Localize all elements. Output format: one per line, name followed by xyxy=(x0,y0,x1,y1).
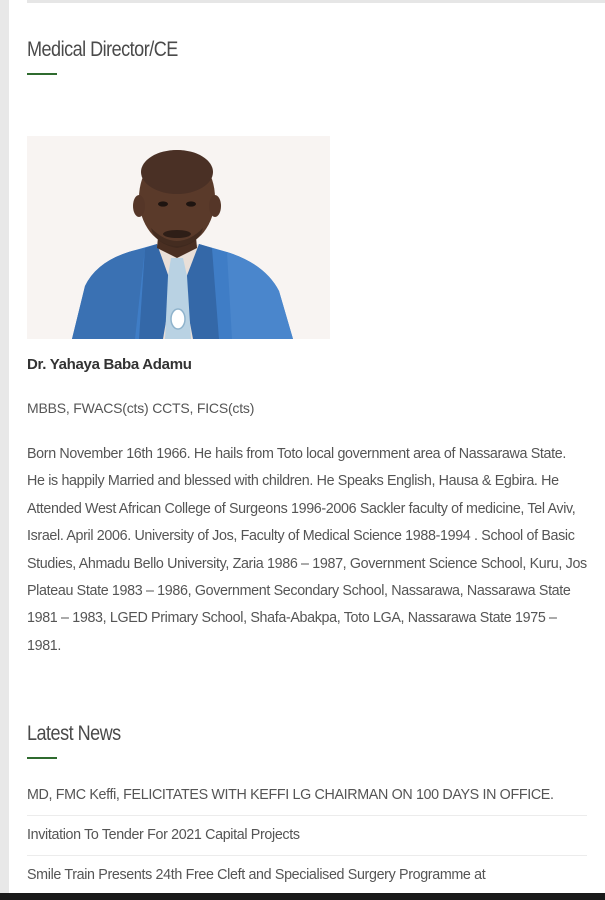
latest-news-list xyxy=(27,782,587,900)
director-bio: Born November 16th 1966. He hails from Toto local government area of Nassarawa State. He is happily Married and blessed with children. He Speaks English, Hausa & Egbira. He Attended West African College of Surgeons 1996-2006 Sackler faculty of medicine, Tel Aviv, Israel. April 2006. University of Jos, Faculty of Medical Science 1988-1994 . School of Basic Studies, Ahmadu Bello University, Zaria 1986 – 1987, Government Science School, Kuru, Jos Plateau State 1983 – 1986, Government Secondary School, Nassarawa, Nassarawa State 1981 – 1983, LGED Primary School, Shafa-Abakpa, Toto LGA, Nassarawa State 1975 – 1981. xyxy=(27,446,587,654)
director-photo xyxy=(27,136,330,339)
section-title-latest-news: Latest News xyxy=(27,722,121,745)
news-link-invitation-to-tender[interactable]: Invitation To Tender For 2021 Capital Projects xyxy=(27,822,587,856)
top-divider xyxy=(27,0,605,3)
section-title-medical-director: Medical Director/CE xyxy=(27,38,178,61)
bottom-edge-bar xyxy=(0,893,605,900)
director-name: Dr. Yahaya Baba Adamu xyxy=(27,356,192,373)
content-panel xyxy=(9,0,605,900)
director-portrait-image xyxy=(27,136,330,339)
section-title-underline xyxy=(27,73,57,75)
news-link-md-felicitates[interactable]: MD, FMC Keffi, FELICITATES WITH KEFFI LG CHAIRMAN ON 100 DAYS IN OFFICE. xyxy=(27,782,587,816)
news-link-smile-train[interactable]: Smile Train Presents 24th Free Cleft and Specialised Surgery Programme at xyxy=(27,862,587,896)
director-credentials: MBBS, FWACS(cts) CCTS, FICS(cts) xyxy=(27,400,255,416)
left-margin-strip xyxy=(0,0,9,900)
section-title-underline xyxy=(27,757,57,759)
